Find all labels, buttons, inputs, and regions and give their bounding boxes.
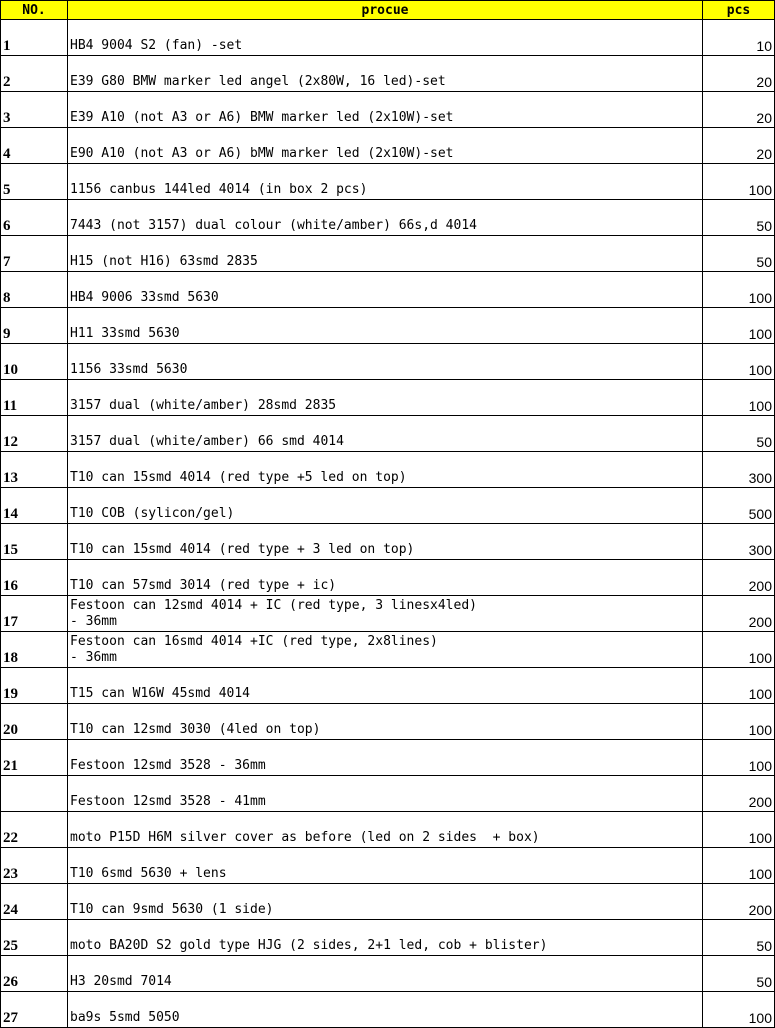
row-pcs: 200: [703, 560, 775, 596]
row-product: 3157 dual (white/amber) 28smd 2835: [68, 380, 703, 416]
row-product: 7443 (not 3157) dual colour (white/amber) 66s,d 4014: [68, 200, 703, 236]
table-row: [1, 452, 775, 488]
header-pcs: pcs: [703, 1, 775, 20]
table-row: [1, 236, 775, 272]
row-product: moto P15D H6M silver cover as before (led on 2 sides + box): [68, 812, 703, 848]
row-product: T10 can 15smd 4014 (red type + 3 led on top): [68, 524, 703, 560]
table-row: [1, 308, 775, 344]
row-pcs: 50: [703, 236, 775, 272]
row-product: T10 can 57smd 3014 (red type + ic): [68, 560, 703, 596]
row-number: 17: [1, 596, 68, 632]
row-product: Festoon 12smd 3528 - 36mm: [68, 740, 703, 776]
row-pcs: 100: [703, 992, 775, 1028]
row-product: HB4 9004 S2 (fan) -set: [68, 20, 703, 56]
row-number: 5: [1, 164, 68, 200]
row-pcs: 100: [703, 380, 775, 416]
table-row: [1, 740, 775, 776]
row-product: Festoon can 12smd 4014 + IC (red type, 3 linesx4led) - 36mm: [68, 596, 703, 632]
row-product: HB4 9006 33smd 5630: [68, 272, 703, 308]
table-row: [1, 668, 775, 704]
row-pcs: 20: [703, 128, 775, 164]
table-row: [1, 344, 775, 380]
row-product: E39 A10 (not A3 or A6) BMW marker led (2x10W)-set: [68, 92, 703, 128]
table-body: [1, 20, 775, 1028]
row-pcs: 100: [703, 668, 775, 704]
row-product: T15 can W16W 45smd 4014: [68, 668, 703, 704]
row-pcs: 100: [703, 704, 775, 740]
row-pcs: 100: [703, 344, 775, 380]
row-number: 6: [1, 200, 68, 236]
row-product: moto BA20D S2 gold type HJG (2 sides, 2+1 led, cob + blister): [68, 920, 703, 956]
header-product: procue: [68, 1, 703, 20]
table-row: [1, 272, 775, 308]
row-product: Festoon can 16smd 4014 +IC (red type, 2x8lines) - 36mm: [68, 632, 703, 668]
row-product: 3157 dual (white/amber) 66 smd 4014: [68, 416, 703, 452]
table-row: [1, 776, 775, 812]
row-number: 11: [1, 380, 68, 416]
row-number: 4: [1, 128, 68, 164]
row-number: 7: [1, 236, 68, 272]
row-pcs: 20: [703, 92, 775, 128]
table-row: [1, 20, 775, 56]
row-product: T10 can 9smd 5630 (1 side): [68, 884, 703, 920]
row-pcs: 200: [703, 776, 775, 812]
row-pcs: 300: [703, 524, 775, 560]
table-row: [1, 200, 775, 236]
table-row: [1, 128, 775, 164]
table-row: [1, 524, 775, 560]
header-row: [1, 1, 775, 20]
row-product: T10 6smd 5630 + lens: [68, 848, 703, 884]
table-row: [1, 380, 775, 416]
row-pcs: 50: [703, 956, 775, 992]
table-row: [1, 884, 775, 920]
row-number: 16: [1, 560, 68, 596]
row-pcs: 10: [703, 20, 775, 56]
row-product: T10 COB (sylicon/gel): [68, 488, 703, 524]
row-number: 1: [1, 20, 68, 56]
row-pcs: 100: [703, 272, 775, 308]
row-pcs: 50: [703, 920, 775, 956]
row-number: 2: [1, 56, 68, 92]
row-number: 10: [1, 344, 68, 380]
row-pcs: 100: [703, 848, 775, 884]
table-row: [1, 92, 775, 128]
row-pcs: 200: [703, 596, 775, 632]
row-number: 18: [1, 632, 68, 668]
table-row: [1, 488, 775, 524]
row-number: 25: [1, 920, 68, 956]
row-number: 8: [1, 272, 68, 308]
row-number: 12: [1, 416, 68, 452]
row-pcs: 200: [703, 884, 775, 920]
row-number: 21: [1, 740, 68, 776]
row-product: T10 can 12smd 3030 (4led on top): [68, 704, 703, 740]
table-row: [1, 848, 775, 884]
row-number: 19: [1, 668, 68, 704]
row-pcs: 100: [703, 308, 775, 344]
table-row: [1, 704, 775, 740]
row-product: T10 can 15smd 4014 (red type +5 led on top): [68, 452, 703, 488]
row-number: 13: [1, 452, 68, 488]
row-product: ba9s 5smd 5050: [68, 992, 703, 1028]
row-number: 20: [1, 704, 68, 740]
row-pcs: 100: [703, 164, 775, 200]
row-pcs: 20: [703, 56, 775, 92]
table-row: [1, 956, 775, 992]
header-no: NO.: [1, 1, 68, 20]
row-product: E39 G80 BMW marker led angel (2x80W, 16 led)-set: [68, 56, 703, 92]
row-product: H11 33smd 5630: [68, 308, 703, 344]
row-number: 27: [1, 992, 68, 1028]
row-number: 22: [1, 812, 68, 848]
row-pcs: 300: [703, 452, 775, 488]
row-number: [1, 776, 68, 812]
row-number: 9: [1, 308, 68, 344]
row-pcs: 500: [703, 488, 775, 524]
row-number: 23: [1, 848, 68, 884]
table-row: [1, 992, 775, 1028]
row-number: 15: [1, 524, 68, 560]
row-pcs: 50: [703, 416, 775, 452]
row-product: Festoon 12smd 3528 - 41mm: [68, 776, 703, 812]
table-row: [1, 560, 775, 596]
row-number: 14: [1, 488, 68, 524]
row-number: 26: [1, 956, 68, 992]
table-row: [1, 56, 775, 92]
row-pcs: 100: [703, 812, 775, 848]
table-header: [1, 1, 775, 20]
row-product: H15 (not H16) 63smd 2835: [68, 236, 703, 272]
row-product: H3 20smd 7014: [68, 956, 703, 992]
table-row: [1, 416, 775, 452]
table-row: [1, 596, 775, 632]
row-number: 3: [1, 92, 68, 128]
row-product: 1156 canbus 144led 4014 (in box 2 pcs): [68, 164, 703, 200]
row-number: 24: [1, 884, 68, 920]
table-row: [1, 920, 775, 956]
table-row: [1, 164, 775, 200]
row-pcs: 100: [703, 632, 775, 668]
row-pcs: 50: [703, 200, 775, 236]
table-row: [1, 812, 775, 848]
row-product: 1156 33smd 5630: [68, 344, 703, 380]
table-row: [1, 632, 775, 668]
row-pcs: 100: [703, 740, 775, 776]
row-product: E90 A10 (not A3 or A6) bMW marker led (2x10W)-set: [68, 128, 703, 164]
